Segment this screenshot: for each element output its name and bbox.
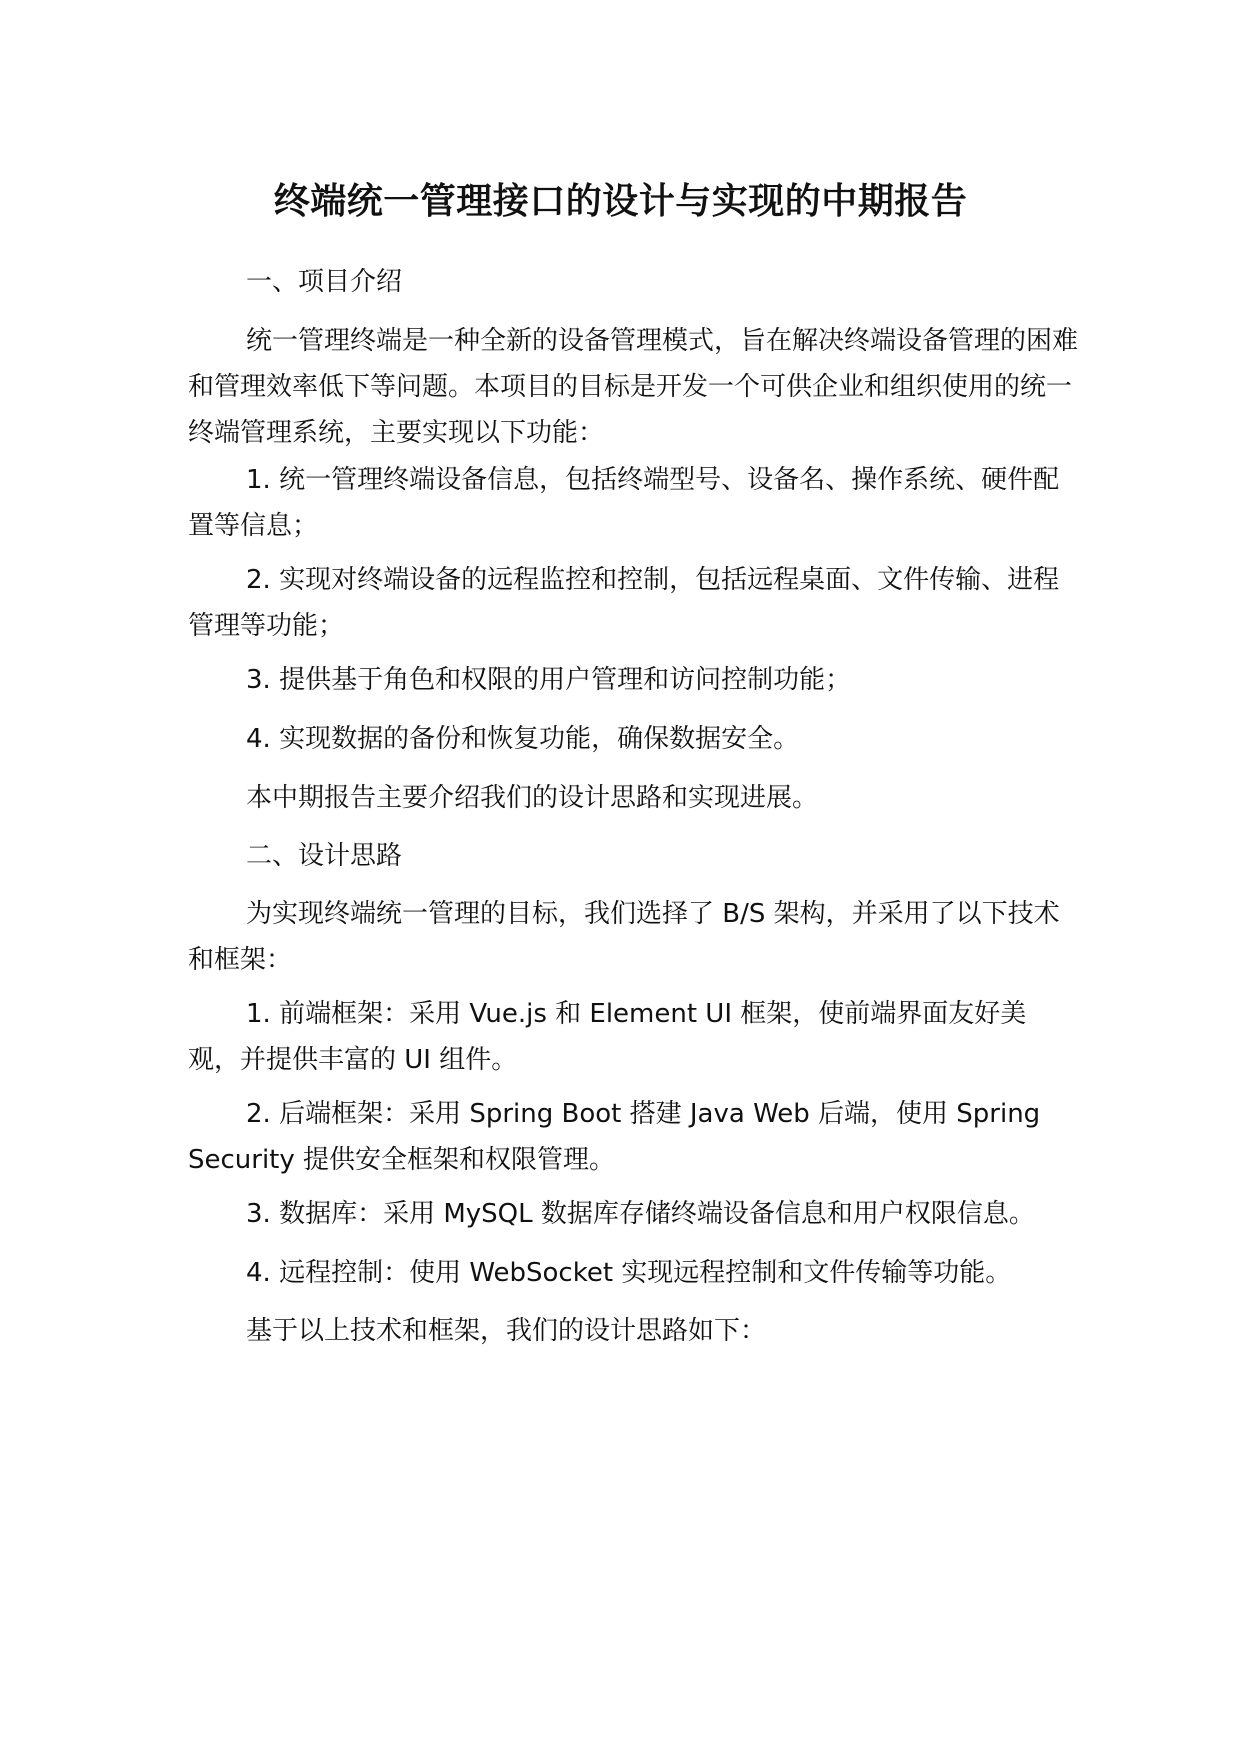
tech-item-1: 1. 前端框架：采用 Vue.js 和 Element UI 框架，使前端界面友好美观，并提供丰富的 UI 组件。	[188, 999, 1027, 1075]
feature-item-1: 1. 统一管理终端设备信息，包括终端型号、设备名、操作系统、硬件配置等信息；	[188, 465, 1060, 541]
tech-item-2: 2. 后端框架：采用 Spring Boot 搭建 Java Web 后端，使用 Spring Security 提供安全框架和权限管理。	[188, 1099, 1041, 1175]
feature-item-4: 4. 实现数据的备份和恢复功能，确保数据安全。	[246, 724, 800, 754]
paragraph-project-intro: 统一管理终端是一种全新的设备管理模式，旨在解决终端设备管理的困难和管理效率低下等问题。本项目的目标是开发一个可供企业和组织使用的统一终端管理系统，主要实现以下功能：	[188, 326, 1079, 448]
tech-item-4: 4. 远程控制：使用 WebSocket 实现远程控制和文件传输等功能。	[246, 1258, 1012, 1288]
section-heading-design-approach: 二、设计思路	[246, 841, 403, 871]
paragraph-design-intro: 为实现终端统一管理的目标，我们选择了 B/S 架构，并采用了以下技术和框架：	[188, 899, 1060, 975]
paragraph-design-closing: 基于以上技术和框架，我们的设计思路如下：	[246, 1316, 767, 1346]
tech-item-3: 3. 数据库：采用 MySQL 数据库存储终端设备信息和用户权限信息。	[246, 1199, 1035, 1229]
feature-item-3: 3. 提供基于角色和权限的用户管理和访问控制功能；	[246, 665, 852, 695]
paragraph-report-summary: 本中期报告主要介绍我们的设计思路和实现进展。	[246, 783, 819, 813]
section-heading-project-intro: 一、项目介绍	[246, 267, 403, 297]
document-title: 终端统一管理接口的设计与实现的中期报告	[273, 181, 968, 222]
feature-item-2: 2. 实现对终端设备的远程监控和控制，包括远程桌面、文件传输、进程管理等功能；	[188, 565, 1060, 641]
